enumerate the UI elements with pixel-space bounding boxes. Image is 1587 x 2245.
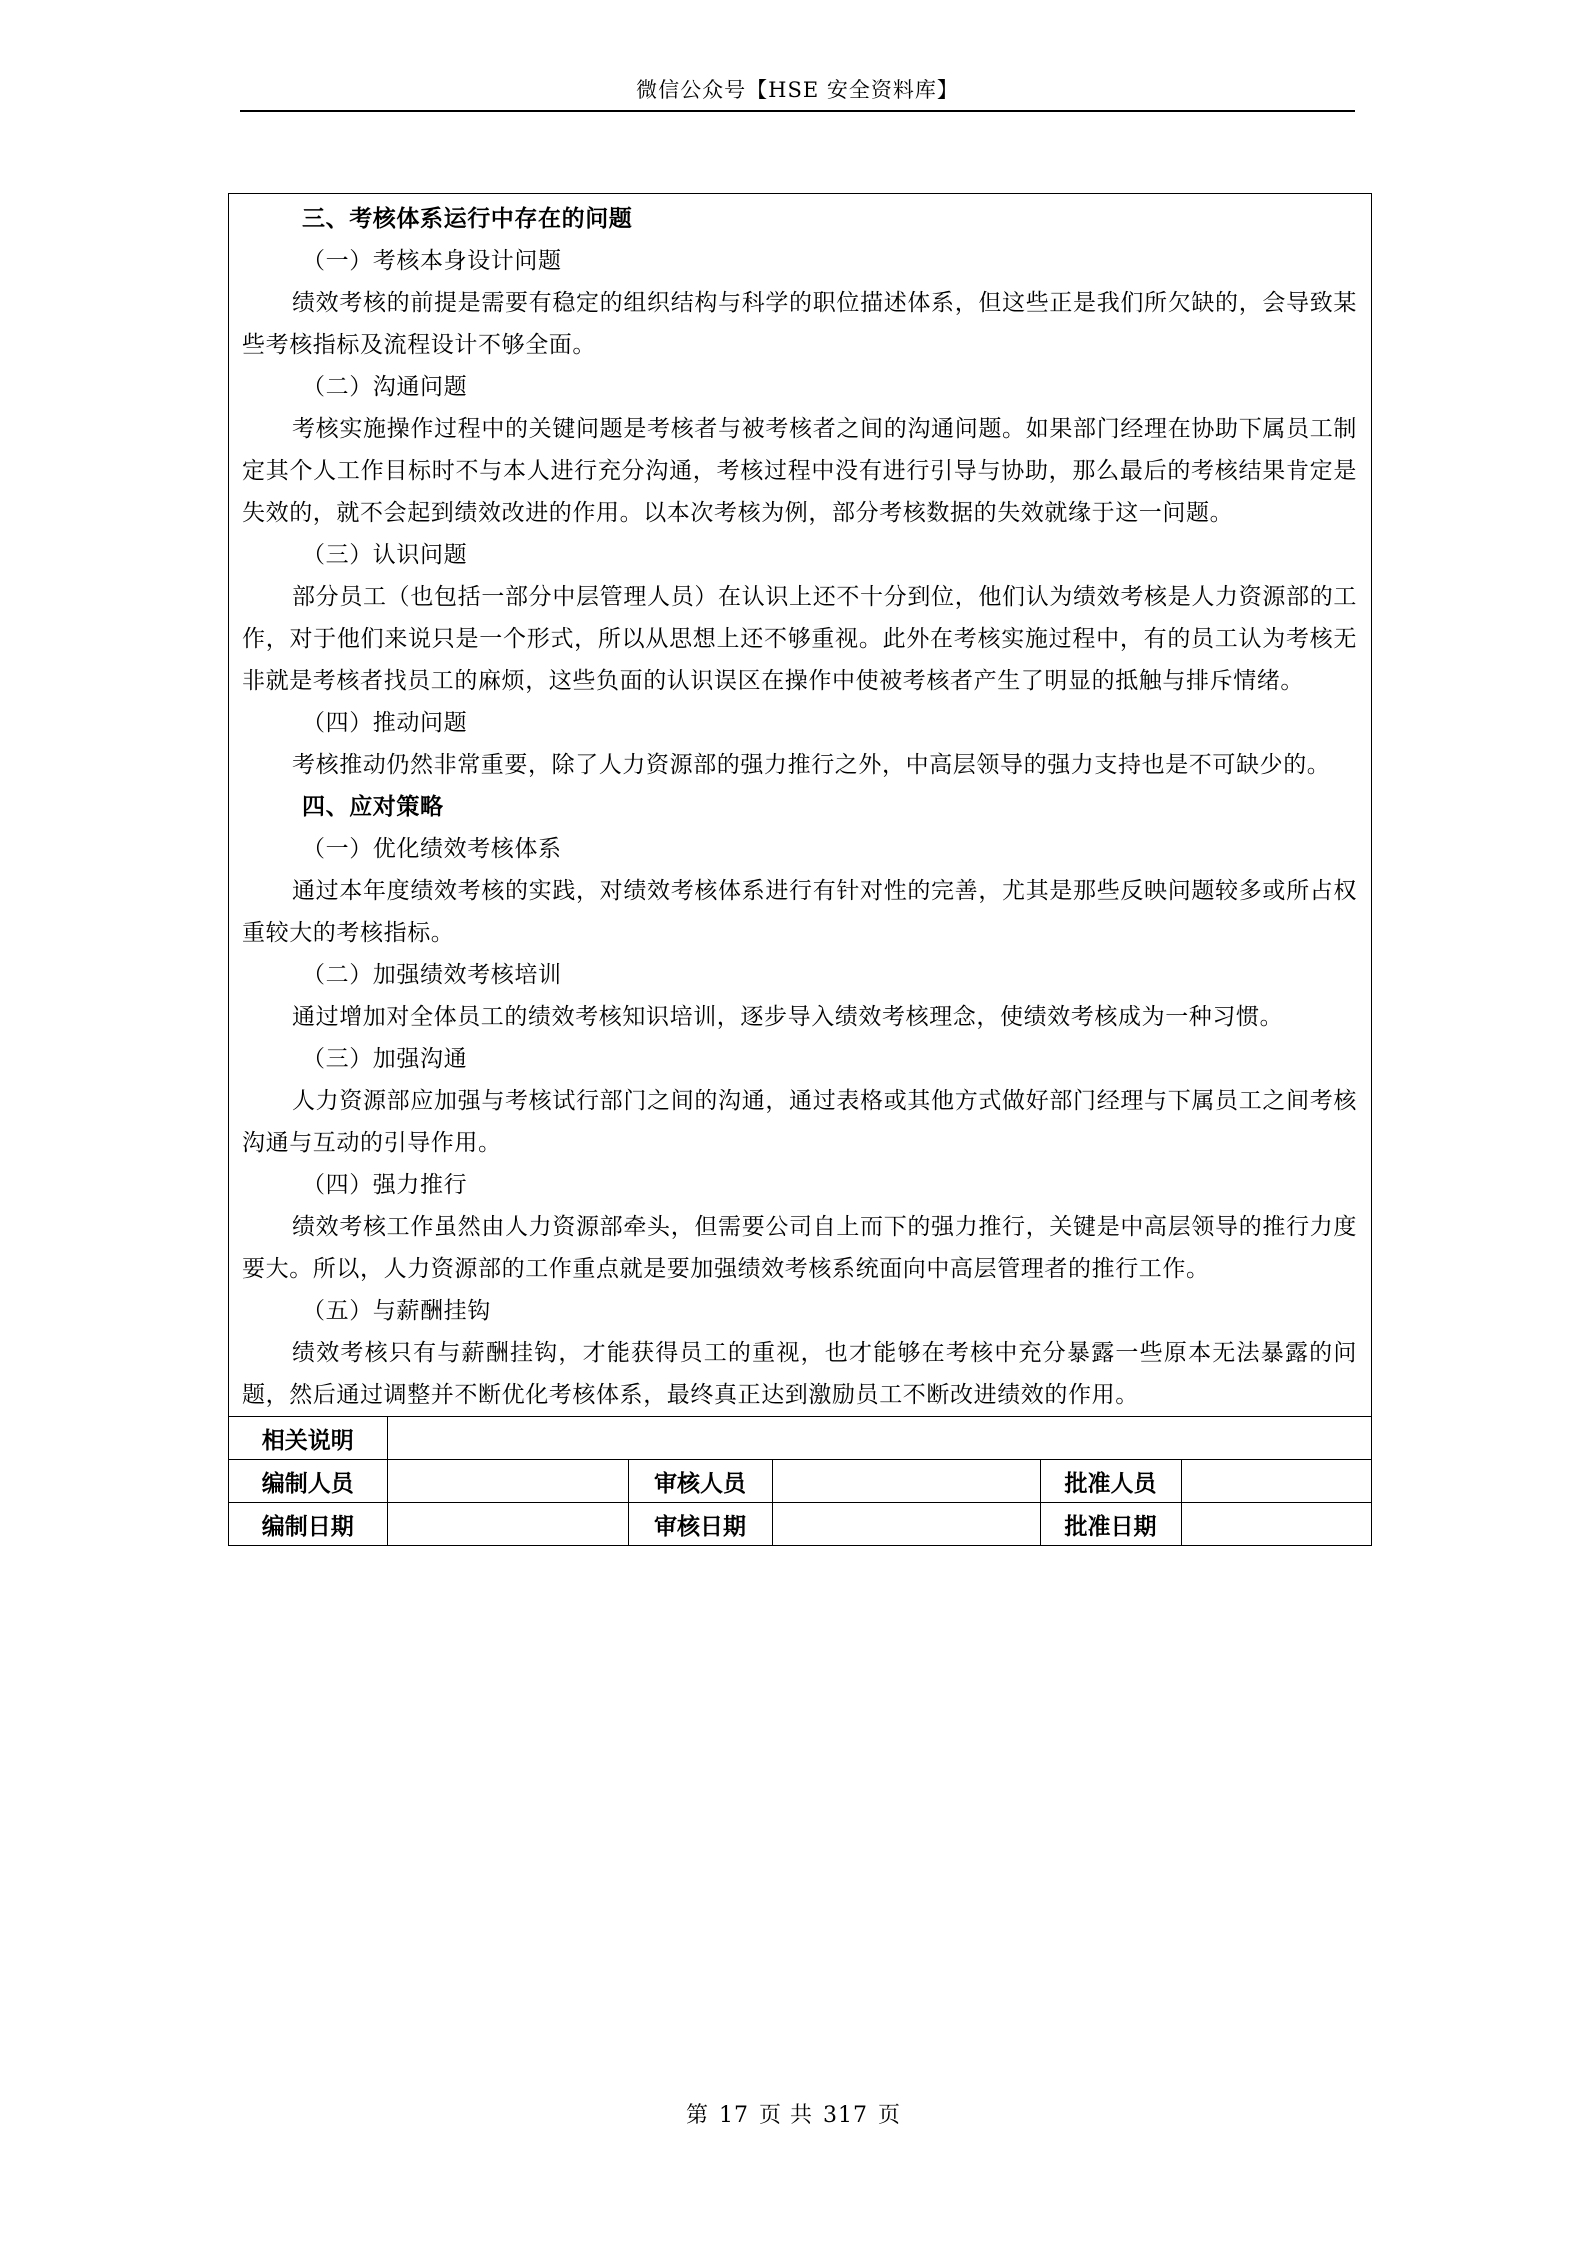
body-paragraph: 通过本年度绩效考核的实践，对绩效考核体系进行有针对性的完善，尤其是那些反映问题较多或所占权重较大的考核指标。	[242, 878, 1357, 946]
page-header	[240, 70, 1355, 112]
body-paragraph: 人力资源部应加强与考核试行部门之间的沟通，通过表格或其他方式做好部门经理与下属员工之间考核沟通与互动的引导作用。	[242, 1088, 1357, 1156]
page-label-mid: 页 共	[759, 2103, 813, 2128]
header-title: 微信公众号【HSE 安全资料库】	[636, 78, 959, 102]
body-paragraph: 绩效考核工作虽然由人力资源部牵头，但需要公司自上而下的强力推行，关键是中高层领导的推行力度要大。所以，人力资源部的工作重点就是要加强绩效考核系统面向中高层管理者的推行工作。	[242, 1214, 1357, 1282]
subsection-heading: （一）考核本身设计问题	[302, 248, 562, 274]
compiler-value	[387, 1460, 628, 1503]
subsection-heading: （五）与薪酬挂钩	[302, 1298, 491, 1324]
subsection-heading: （三）加强沟通	[302, 1046, 468, 1072]
body-paragraph: 绩效考核只有与薪酬挂钩，才能获得员工的重视，也才能够在考核中充分暴露一些原本无法暴露的问题，然后通过调整并不断优化考核体系，最终真正达到激励员工不断改进绩效的作用。	[242, 1340, 1357, 1408]
body-paragraph: 绩效考核的前提是需要有稳定的组织结构与科学的职位描述体系，但这些正是我们所欠缺的，会导致某些考核指标及流程设计不够全面。	[242, 290, 1357, 358]
compiler-label: 编制人员	[229, 1460, 387, 1503]
approve-date-value	[1181, 1503, 1371, 1546]
page-number: 17	[719, 2103, 749, 2128]
subsection-heading: （二）加强绩效考核培训	[302, 962, 562, 988]
date-row	[229, 1503, 1371, 1546]
total-pages: 317	[823, 2103, 868, 2128]
body-paragraph: 通过增加对全体员工的绩效考核知识培训，逐步导入绩效考核理念，使绩效考核成为一种习惯。	[292, 1004, 1284, 1030]
review-date-label: 审核日期	[628, 1503, 772, 1546]
personnel-row	[229, 1460, 1371, 1503]
approver-label: 批准人员	[1040, 1460, 1181, 1503]
body-paragraph: 考核推动仍然非常重要，除了人力资源部的强力推行之外，中高层领导的强力支持也是不可缺少的。	[292, 752, 1331, 778]
review-date-value	[772, 1503, 1040, 1546]
approve-date-label: 批准日期	[1040, 1503, 1181, 1546]
reviewer-label: 审核人员	[628, 1460, 772, 1503]
subsection-heading: （四）推动问题	[302, 710, 468, 736]
compile-date-value	[387, 1503, 628, 1546]
body-paragraph: 考核实施操作过程中的关键问题是考核者与被考核者之间的沟通问题。如果部门经理在协助下属员工制定其个人工作目标时不与本人进行充分沟通，考核过程中没有进行引导与协助，那么最后的考核结果肯定是失效的，就不会起到绩效改进的作用。以本次考核为例，部分考核数据的失效就缘于这一问题。	[242, 416, 1357, 526]
subsection-heading: （四）强力推行	[302, 1172, 468, 1198]
related-notes-value	[387, 1417, 1371, 1460]
sign-table	[229, 1417, 1371, 1545]
document-frame	[228, 193, 1372, 1546]
section-heading: 三、考核体系运行中存在的问题	[302, 205, 633, 232]
section-heading: 四、应对策略	[302, 793, 444, 820]
body-paragraph: 部分员工（也包括一部分中层管理人员）在认识上还不十分到位，他们认为绩效考核是人力资源部的工作，对于他们来说只是一个形式，所以从思想上还不够重视。此外在考核实施过程中，有的员工认为考核无非就是考核者找员工的麻烦，这些负面的认识误区在操作中使被考核者产生了明显的抵触与排斥情绪。	[242, 584, 1357, 694]
approver-value	[1181, 1460, 1371, 1503]
related-notes-label: 相关说明	[229, 1417, 387, 1460]
page-label-suffix: 页	[878, 2103, 902, 2128]
related-notes-row	[229, 1417, 1371, 1460]
reviewer-value	[772, 1460, 1040, 1503]
page-footer	[0, 2098, 1587, 2129]
subsection-heading: （二）沟通问题	[302, 374, 468, 400]
content-section	[229, 194, 1371, 1417]
compile-date-label: 编制日期	[229, 1503, 387, 1546]
subsection-heading: （一）优化绩效考核体系	[302, 836, 562, 862]
subsection-heading: （三）认识问题	[302, 542, 468, 568]
page-label-prefix: 第	[685, 2103, 709, 2128]
